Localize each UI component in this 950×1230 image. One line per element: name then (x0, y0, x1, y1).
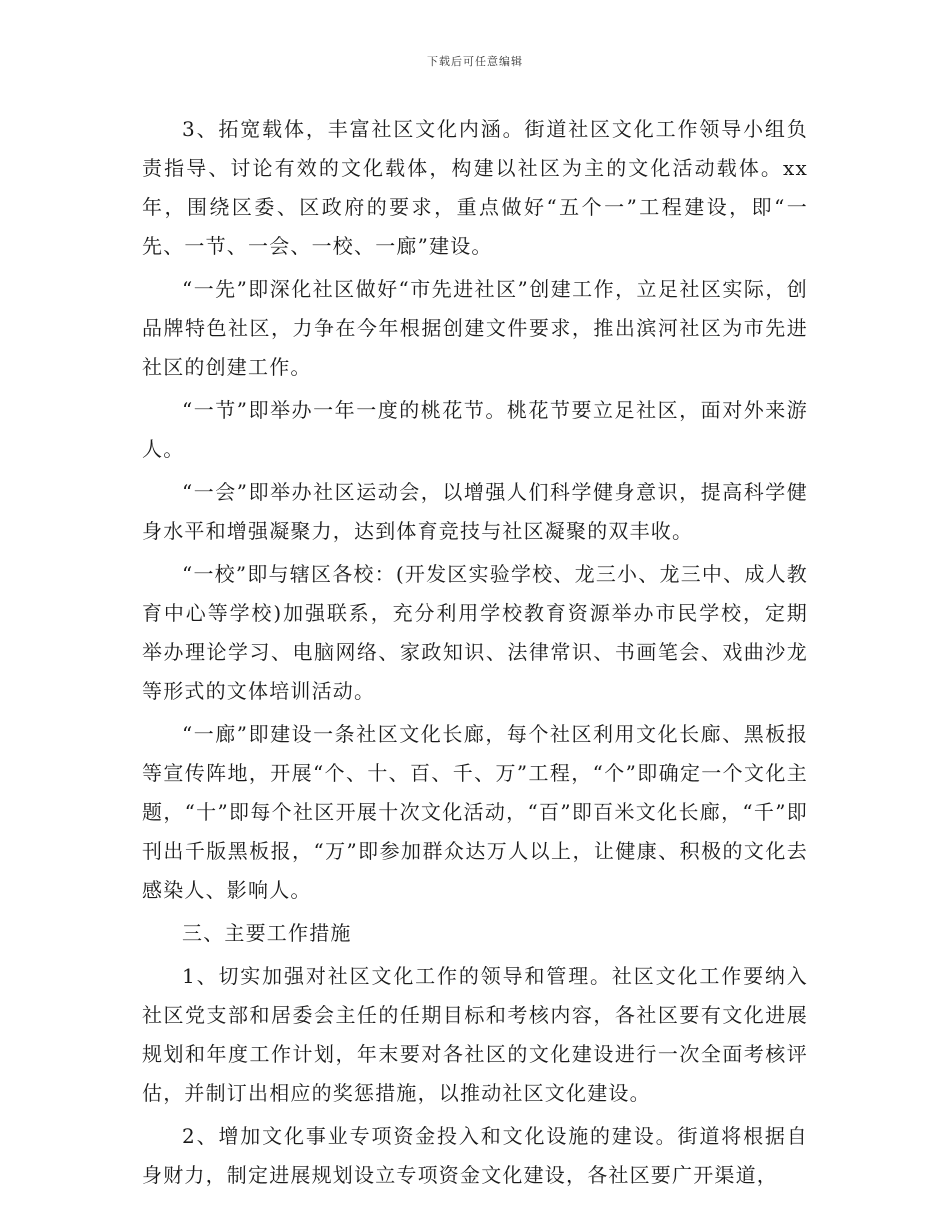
paragraph-yi-lang: “一廊”即建设一条社区文化长廊，每个社区利用文化长廊、黑板报等宣传阵地，开展“个、十、百、千、万”工程，“个”即确定一个文化主题，“十”即每个社区开展十次文化活动，“百”即百米文化长廊，“千”即刊出千版黑板报，“万”即参加群众达万人以上，让健康、积极的文化去感染人、影响人。 (142, 722, 808, 902)
paragraph-yi-hui: “一会”即举办社区运动会，以增强人们科学健身意识，提高科学健身水平和增强凝聚力，达到体育竞技与社区凝聚的双丰收。 (142, 480, 808, 543)
paragraph-measure-2: 2、增加文化事业专项资金投入和文化设施的建设。街道将根据自身财力，制定进展规划设立专项资金文化建设，各社区要广开渠道， (142, 1124, 808, 1187)
paragraph-measure-1: 1、切实加强对社区文化工作的领导和管理。社区文化工作要纳入社区党支部和居委会主任的任期目标和考核内容，各社区要有文化进展规划和年度工作计划，年末要对各社区的文化建设进行一次全面考核评估，并制订出相应的奖惩措施，以推动社区文化建设。 (142, 964, 808, 1105)
paragraph-yi-xiao: “一校”即与辖区各校：(开发区实验学校、龙三小、龙三中、成人教育中心等学校)加强联系，充分利用学校教育资源举办市民学校，定期举办理论学习、电脑网络、家政知识、法律常识、书画笔会、戏曲沙龙等形式的文体培训活动。 (142, 562, 808, 703)
paragraph-yi-jie: “一节”即举办一年一度的桃花节。桃花节要立足社区，面对外来游人。 (142, 398, 808, 461)
document-body (142, 110, 808, 1199)
paragraph-yi-xian: “一先”即深化社区做好“市先进社区”创建工作，立足社区实际，创品牌特色社区，力争在今年根据创建文件要求，推出滨河社区为市先进社区的创建工作。 (142, 277, 808, 379)
section-heading-measures: 三、主要工作措施 (182, 921, 352, 945)
paragraph-carrier-expansion: 3、拓宽载体，丰富社区文化内涵。街道社区文化工作领导小组负责指导、讨论有效的文化载体，构建以社区为主的文化活动载体。xx年，围绕区委、区政府的要求，重点做好“五个一”工程建设，即“一先、一节、一会、一校、一廊”建设。 (142, 117, 808, 258)
page-header-note: 下载后可任意编辑 (427, 55, 523, 68)
